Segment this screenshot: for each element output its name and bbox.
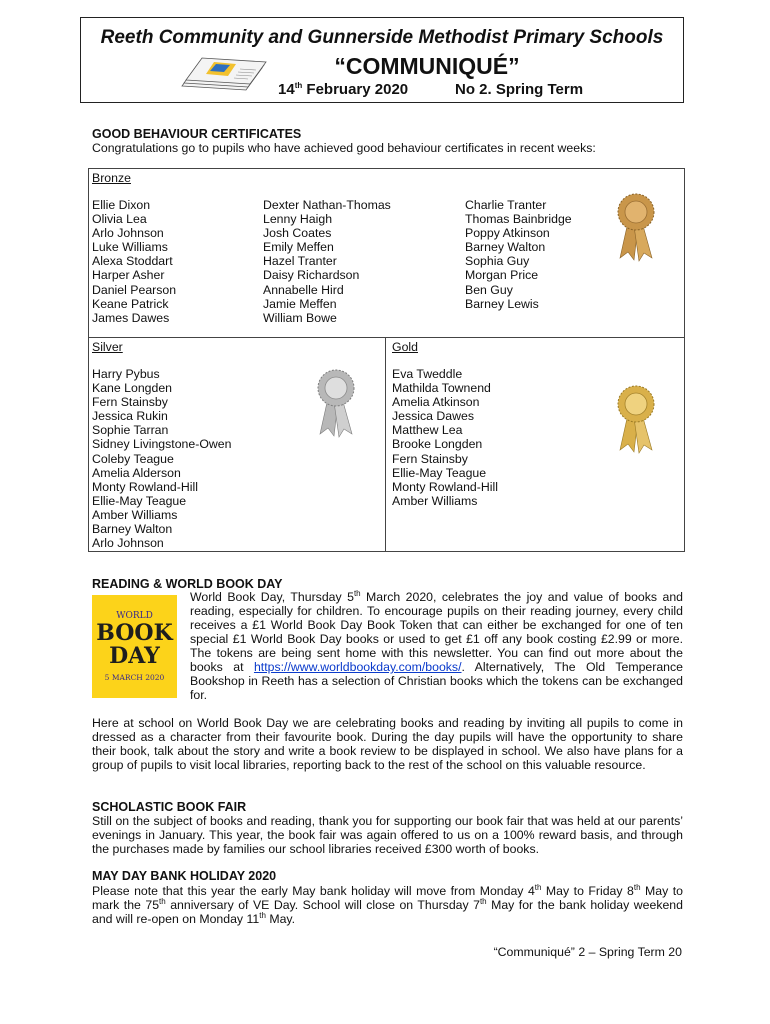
gold-names: Eva Tweddle Mathilda Townend Amelia Atkinson Jessica Dawes Matthew Lea Brooke Longden Fern Stainsby Ellie-May Teague Monty Rowland-Hill Amber Williams <box>392 367 498 508</box>
table-divider-vertical <box>385 337 386 552</box>
bookfair-text: Still on the subject of books and reading, thank you for supporting our book fair that was held at our parents’ evenings in January. This year, the book fair was again offered to us on a 100% reward basis, and through the purchases made by families our school libraries received £300 worth of books. <box>92 814 683 856</box>
table-divider <box>88 337 685 338</box>
reading-paragraph-2: Here at school on World Book Day we are celebrating books and reading by inviting all pupils to come in dressed as a character from their favourite book. During the day pupils will have the opportunity to share their book, talk about the story and write a book review to be displayed in school. We also have plans for a group of pupils to visit local libraries, reporting back to the rest of the school on this valuable resource. <box>92 716 683 772</box>
reading-paragraph-1: World Book Day, Thursday 5th March 2020, celebrates the joy and value of books and reading, especially for children. To encourage pupils on their reading journey, every child receives a £1 World Book Day Book Token that can either be exchanged for one of ten special £1 World Book Day books or used to get £1 off any book costing £2.99 or more. The tokens are being sent home with this newsletter. You can find out more about the books at https://www.worldbookday.com/books/. Alternatively, The Old Temperance Bookshop in Reeth has a selection of Christian books which the tokens can be exchanged for. <box>190 588 684 702</box>
bookfair-heading: SCHOLASTIC BOOK FAIR <box>92 800 247 814</box>
page-footer: “Communiqué” 2 – Spring Term 20 <box>493 945 682 959</box>
newsletter-title: “COMMUNIQUÉ” <box>334 53 520 79</box>
silver-rosette-icon <box>312 368 360 440</box>
certificates-intro: Congratulations go to pupils who have achieved good behaviour certificates in recent weeks: <box>92 141 596 155</box>
school-name: Reeth Community and Gunnerside Methodist Primary Schools <box>100 27 664 48</box>
holiday-heading: MAY DAY BANK HOLIDAY 2020 <box>92 869 277 883</box>
bronze-rosette-icon <box>612 192 660 264</box>
gold-label: Gold <box>392 340 418 354</box>
silver-names: Harry Pybus Kane Longden Fern Stainsby Jessica Rukin Sophie Tarran Sidney Livingstone-Owen Coleby Teague Amelia Alderson Monty Rowland-Hill Ellie-May Teague Amber Williams Barney Walton Arlo Johnson <box>92 367 232 551</box>
world-book-day-logo: WORLD BOOK DAY 5 MARCH 2020 <box>92 595 177 698</box>
silver-label: Silver <box>92 340 123 354</box>
bronze-label: Bronze <box>92 171 131 185</box>
certificates-heading: GOOD BEHAVIOUR CERTIFICATES <box>92 127 302 141</box>
issue-date: 14th February 2020 <box>278 81 409 98</box>
bronze-column-1: Ellie Dixon Olivia Lea Arlo Johnson Luke Williams Alexa Stoddart Harper Asher Daniel Pearson Keane Patrick James Dawes <box>92 198 177 325</box>
issue-term: No 2. Spring Term <box>455 81 584 98</box>
worldbookday-link[interactable]: https://www.worldbookday.com/books/ <box>253 660 462 674</box>
bronze-column-2: Dexter Nathan-Thomas Lenny Haigh Josh Coates Emily Meffen Hazel Tranter Daisy Richardson Annabelle Hird Jamie Meffen William Bowe <box>263 198 391 325</box>
bronze-column-3: Charlie Tranter Thomas Bainbridge Poppy Atkinson Barney Walton Sophia Guy Morgan Price Ben Guy Barney Lewis <box>465 198 572 311</box>
holiday-text: Please note that this year the early May bank holiday will move from Monday 4th May to Friday 8th May to mark the 75th anniversary of VE Day. School will close on Thursday 7th May for the bank holiday weekend and will re-open on Monday 11th May. <box>92 882 683 926</box>
gold-rosette-icon <box>612 384 660 456</box>
reading-heading: READING & WORLD BOOK DAY <box>92 577 283 591</box>
